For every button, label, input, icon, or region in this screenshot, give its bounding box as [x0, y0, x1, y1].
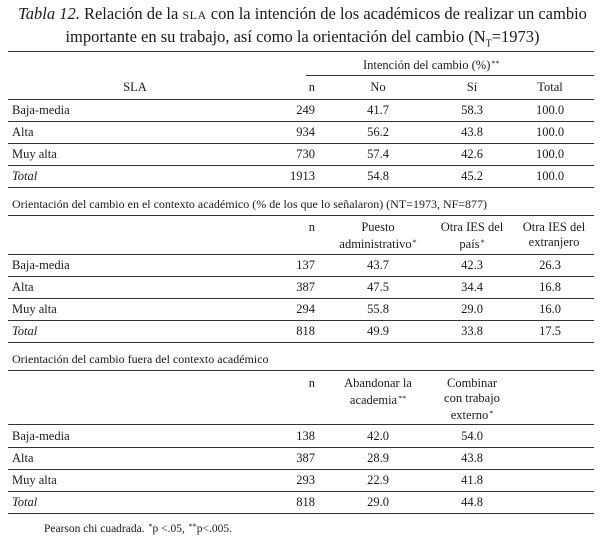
rule-section-end — [8, 187, 594, 188]
col-header-otra-ies-pais: Otra IES del país* — [440, 220, 504, 251]
cell: 44.8 — [461, 495, 483, 509]
cell: 387 — [296, 451, 315, 465]
cell: 387 — [296, 280, 315, 294]
rule-row — [8, 165, 594, 166]
rule-section3-top — [8, 370, 594, 371]
cell: 818 — [296, 495, 315, 509]
row-label: Baja-media — [12, 103, 70, 117]
col-header-abandonar: Abandonar la academia** — [344, 376, 412, 407]
cell: 54.8 — [367, 169, 389, 183]
cell: 818 — [296, 324, 315, 338]
cell: 730 — [296, 147, 315, 161]
row-label: Baja-media — [12, 258, 70, 272]
rule-section2-top — [8, 215, 594, 216]
cell: 100.0 — [535, 103, 565, 117]
row-label: Baja-media — [12, 429, 70, 443]
col-header-otra-ies-extranjero: Otra IES del extranjero — [522, 220, 586, 249]
section2-title: Orientación del cambio en el contexto académico (% de los que lo señalaron) (NT=1973, NF=877) — [12, 197, 488, 211]
caption-text-2: con la intención de los académicos de realizar un cambio — [206, 4, 587, 23]
cell: 47.5 — [367, 280, 389, 294]
rule-section-end — [8, 342, 594, 343]
col-header-n: n — [308, 80, 315, 94]
cell: 16.8 — [539, 280, 561, 294]
row-header-sla: SLA — [123, 80, 147, 94]
caption-text-1: Relación de la — [79, 4, 183, 23]
cell: 58.3 — [461, 103, 483, 117]
cell: 33.8 — [461, 324, 483, 338]
row-label: Alta — [12, 125, 34, 139]
rule-row — [8, 491, 594, 492]
cell: 100.0 — [535, 125, 565, 139]
row-label: Total — [12, 169, 38, 183]
caption-acronym: SLA — [182, 8, 207, 22]
rule-row — [8, 447, 594, 448]
col-header-puesto: Puesto administrativo* — [339, 220, 417, 251]
cell: 43.7 — [367, 258, 389, 272]
row-label: Total — [12, 324, 38, 338]
col-header-n: n — [308, 220, 315, 234]
rule-row — [8, 143, 594, 144]
section3-title: Orientación del cambio fuera del contexto académico — [12, 352, 269, 366]
col-header-no: No — [370, 80, 386, 94]
cell: 17.5 — [539, 324, 561, 338]
group-header-mark: ** — [491, 59, 500, 68]
cell: 42.6 — [461, 147, 483, 161]
cell: 1913 — [290, 169, 315, 183]
caption-line-2: importante en su trabajo, así como la orientación del cambio (N — [65, 27, 486, 46]
cell: 54.0 — [461, 429, 483, 443]
cell: 29.0 — [461, 302, 483, 316]
cell: 28.9 — [367, 451, 389, 465]
cell: 29.0 — [367, 495, 389, 509]
cell: 293 — [296, 473, 315, 487]
caption-subscript: T — [485, 38, 492, 50]
rule-top — [8, 51, 594, 52]
cell: 26.3 — [539, 258, 561, 272]
caption-line-2-end: =1973) — [491, 27, 540, 46]
rule-row — [8, 320, 594, 321]
row-label: Muy alta — [12, 302, 57, 316]
cell: 249 — [296, 103, 315, 117]
col-header-combinar: Combinar con trabajo externo* — [444, 376, 500, 422]
row-label: Alta — [12, 451, 34, 465]
cell: 41.7 — [367, 103, 389, 117]
cell: 45.2 — [461, 169, 483, 183]
cell: 34.4 — [461, 280, 483, 294]
row-label: Alta — [12, 280, 34, 294]
col-header-n: n — [308, 376, 315, 390]
rule-header — [8, 424, 594, 425]
cell: 934 — [296, 125, 315, 139]
cell: 294 — [296, 302, 315, 316]
cell: 41.8 — [461, 473, 483, 487]
rule-bottom — [8, 513, 594, 514]
rule-row — [8, 298, 594, 299]
cell: 57.4 — [367, 147, 389, 161]
cell: 42.0 — [367, 429, 389, 443]
caption-label: Tabla 12. — [18, 4, 80, 23]
cell: 55.8 — [367, 302, 389, 316]
rule-row — [8, 469, 594, 470]
cell: 43.8 — [461, 125, 483, 139]
row-label: Muy alta — [12, 147, 57, 161]
row-label: Total — [12, 495, 38, 509]
cell: 100.0 — [535, 169, 565, 183]
cell: 49.9 — [367, 324, 389, 338]
cell: 43.8 — [461, 451, 483, 465]
cell: 22.9 — [367, 473, 389, 487]
cell: 138 — [296, 429, 315, 443]
cell: 56.2 — [367, 125, 389, 139]
row-label: Muy alta — [12, 473, 57, 487]
cell: 100.0 — [535, 147, 565, 161]
cell: 137 — [296, 258, 315, 272]
group-header: Intención del cambio (%)** — [363, 58, 500, 72]
rule-header — [8, 99, 594, 100]
col-header-total: Total — [537, 80, 563, 94]
rule-group — [306, 75, 594, 76]
rule-row — [8, 276, 594, 277]
cell: 16.0 — [539, 302, 561, 316]
rule-header — [8, 254, 594, 255]
table-caption — [10, 3, 595, 54]
cell: 42.3 — [461, 258, 483, 272]
rule-row — [8, 121, 594, 122]
col-header-si: Sí — [466, 80, 478, 94]
footnote: Pearson chi cuadrada. *p <.05, **p<.005. — [44, 522, 232, 535]
